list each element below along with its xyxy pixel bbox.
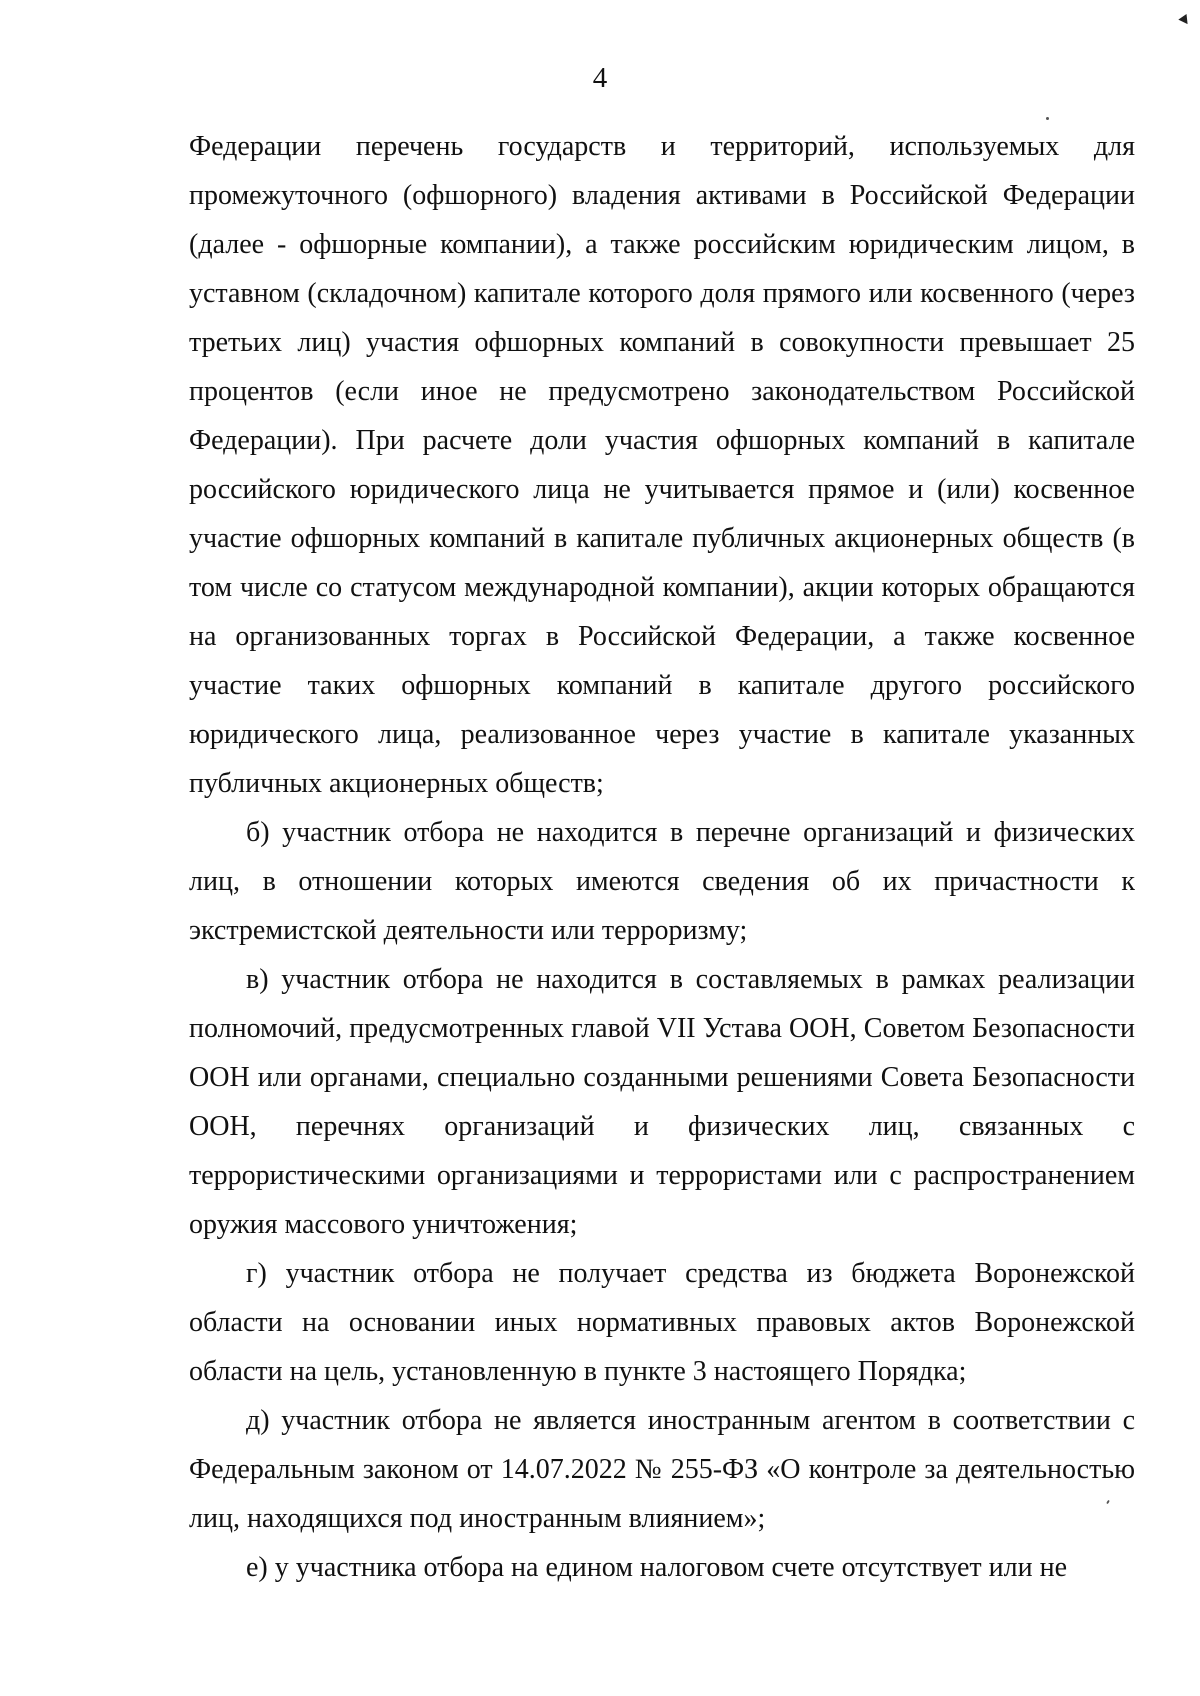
paragraph-item-g: г) участник отбора не получает средства из бюджета Воронежской области на основании иных нормативных правовых актов Воронежской области на цель, установленную в пункте 3 настоящего Порядка; bbox=[189, 1258, 1135, 1387]
scan-speck bbox=[1046, 117, 1049, 120]
paragraph-item-b: б) участник отбора не находится в перечне организаций и физических лиц, в отношении которых имеются сведения об их причастности к экстремистской деятельности или терроризму; bbox=[189, 817, 1135, 946]
document-body bbox=[189, 122, 1135, 1592]
paragraph-continuation: Федерации перечень государств и территорий, используемых для промежуточного (офшорного) владения активами в Российской Федерации (далее - офшорные компании), а также российским юридическим лицом, в уставном (складочном) капитале которого доля прямого или косвенного (через третьих лиц) участия офшорных компаний в совокупности превышает 25 процентов (если иное не предусмотрено законодательством Российской Федерации). При расчете доли участия офшорных компаний в капитале российского юридического лица не учитывается прямое и (или) косвенное участие офшорных компаний в капитале публичных акционерных обществ (в том числе со статусом международной компании), акции которых обращаются на организованных торгах в Российской Федерации, а также косвенное участие таких офшорных компаний в капитале другого российского юридического лица, реализованное через участие в капитале указанных публичных акционерных обществ; bbox=[189, 131, 1135, 799]
paragraph-item-d: д) участник отбора не является иностранным агентом в соответствии с Федеральным законом от 14.07.2022 № 255-ФЗ «О контроле за деятельностью лиц, находящихся под иностранным влиянием»; bbox=[189, 1405, 1135, 1534]
paragraph-item-e: е) у участника отбора на едином налоговом счете отсутствует или не bbox=[246, 1552, 1068, 1583]
paragraph-item-v: в) участник отбора не находится в составляемых в рамках реализации полномочий, предусмотренных главой VII Устава ООН, Советом Безопасности ООН или органами, специально созданными решениями Совета Безопасности ООН, перечнях организаций и физических лиц, связанных с террористическими организациями и террористами или с распространением оружия массового уничтожения; bbox=[189, 964, 1135, 1240]
scan-corner-mark bbox=[1178, 14, 1191, 27]
page-number: 4 bbox=[592, 62, 608, 94]
